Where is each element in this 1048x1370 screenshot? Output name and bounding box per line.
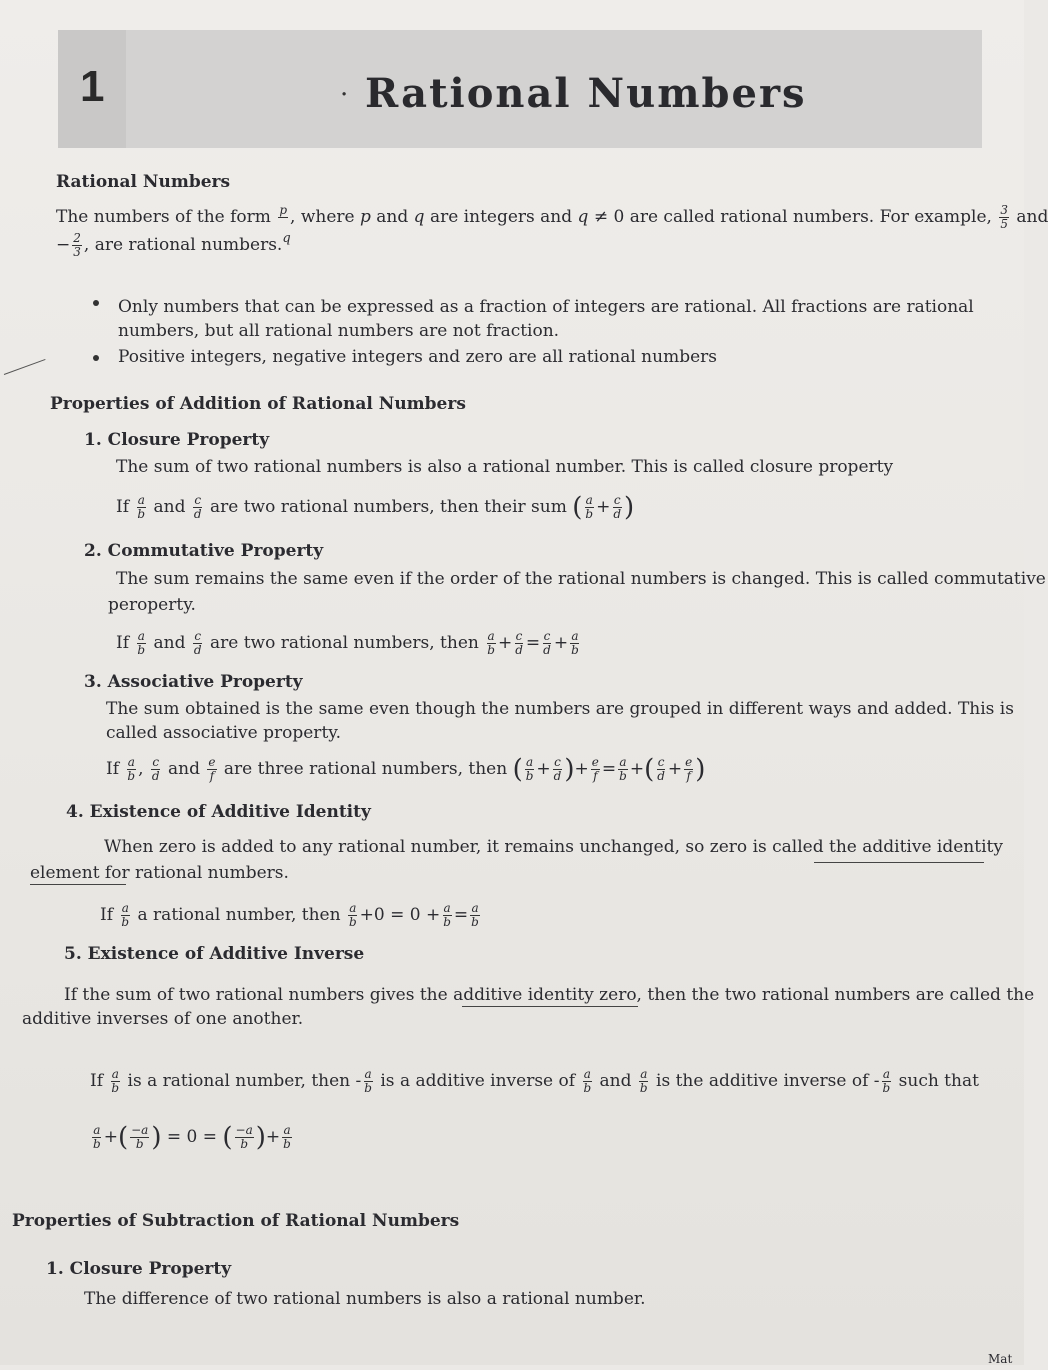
identity-title: 4. Existence of Additive Identity xyxy=(66,802,371,822)
inverse-title: 5. Existence of Additive Inverse xyxy=(64,944,365,964)
bullet-1-line-1: Only numbers that can be expressed as a fraction of integers are rational. All fractions are rational xyxy=(118,297,974,317)
commutative-line-1: The sum remains the same even if the order of the rational numbers is changed. This is called commutative xyxy=(116,569,1046,589)
closure-text: The sum of two rational numbers is also a rational number. This is called closure property xyxy=(116,457,894,477)
closure-title: 1. Closure Property xyxy=(84,430,270,450)
bullet-1-line-2: numbers, but all rational numbers are not fraction. xyxy=(118,321,560,341)
inverse-line-1: If the sum of two rational numbers gives the additive identity zero, then the two rational numbers are called the xyxy=(64,985,1035,1005)
subtraction-heading: Properties of Subtraction of Rational Numbers xyxy=(12,1211,460,1231)
chapter-title: Rational Numbers xyxy=(365,70,807,117)
bullet-dot xyxy=(93,300,99,306)
chapter-number: 1 xyxy=(80,62,105,111)
hand-underline xyxy=(30,884,126,885)
intro-line-2: − $\frac{2}{3}$ , are rational numbers.$^q$ xyxy=(56,231,291,259)
bullet-2-line-1: Positive integers, negative integers and zero are all rational numbers xyxy=(118,347,717,367)
bullet-dot xyxy=(93,355,99,361)
identity-line-1: When zero is added to any rational number, it remains unchanged, so zero is called the additive identity xyxy=(104,837,1003,857)
identity-rule: If $\frac{a}{b}$ a rational number, then $\frac{a}{b}$ +0 = 0 + $\frac{a}{b}$ = $\frac{a}{b}$ xyxy=(100,901,479,929)
intro-line-1: The numbers of the form p , where p and q are integers and q ≠ 0 are called rational numbers. For example, $\frac{3}{5}$ and xyxy=(56,203,1048,231)
intro-heading: Rational Numbers xyxy=(56,172,231,192)
subtraction-closure-title: 1. Closure Property xyxy=(46,1259,232,1279)
title-mark: · xyxy=(340,80,349,110)
commutative-title: 2. Commutative Property xyxy=(84,541,324,561)
addition-heading: Properties of Addition of Rational Numbers xyxy=(50,394,466,414)
subtraction-closure-text: The difference of two rational numbers is also a rational number. xyxy=(84,1289,646,1309)
inverse-line-2: additive inverses of one another. xyxy=(22,1009,304,1029)
hand-underline xyxy=(462,1006,638,1007)
associative-line-2: called associative property. xyxy=(106,723,342,743)
corner-fragment: Mat xyxy=(988,1352,1013,1366)
associative-rule: If $\frac{a}{b}$ , $\frac{c}{d}$ and $\frac{e}{f}$ are three rational numbers, then ( $\frac{a}{b}$ + $\frac{c}{d}$ )+ $\frac{e}{f}$ = $\frac{a}{b}$ +( $\frac{c}{d}$ + $\frac{e}{f}$ ) xyxy=(106,754,706,785)
commutative-rule: If $\frac{a}{b}$ and $\frac{c}{d}$ are two rational numbers, then $\frac{a}{b}$ + $\frac{c}{d}$ = $\frac{c}{d}$ + $\frac{a}{b}$ xyxy=(116,629,579,657)
closure-rule: If $\frac{a}{b}$ and $\frac{c}{d}$ are two rational numbers, then their sum ( $\frac{a}{b}$ + $\frac{c}{d}$ ) xyxy=(116,492,635,523)
associative-line-1: The sum obtained is the same even though the numbers are grouped in different ways and added. This is xyxy=(106,699,1014,719)
inverse-equation: $\frac{a}{b}$ +( $\frac{-a}{b}$ ) = 0 = ( $\frac{-a}{b}$ )+ $\frac{a}{b}$ xyxy=(93,1122,291,1153)
inverse-rule: If $\frac{a}{b}$ is a rational number, then - $\frac{a}{b}$ is a additive inverse of $\frac{a}{b}$ and $\frac{a}{b}$ is the additive inverse of - $\frac{a}{b}$ such that xyxy=(90,1067,979,1095)
commutative-line-2: peroperty. xyxy=(108,595,196,615)
hand-underline xyxy=(814,862,984,863)
associative-title: 3. Associative Property xyxy=(84,672,303,692)
identity-line-2: element for rational numbers. xyxy=(30,863,289,883)
pen-mark xyxy=(4,359,46,375)
